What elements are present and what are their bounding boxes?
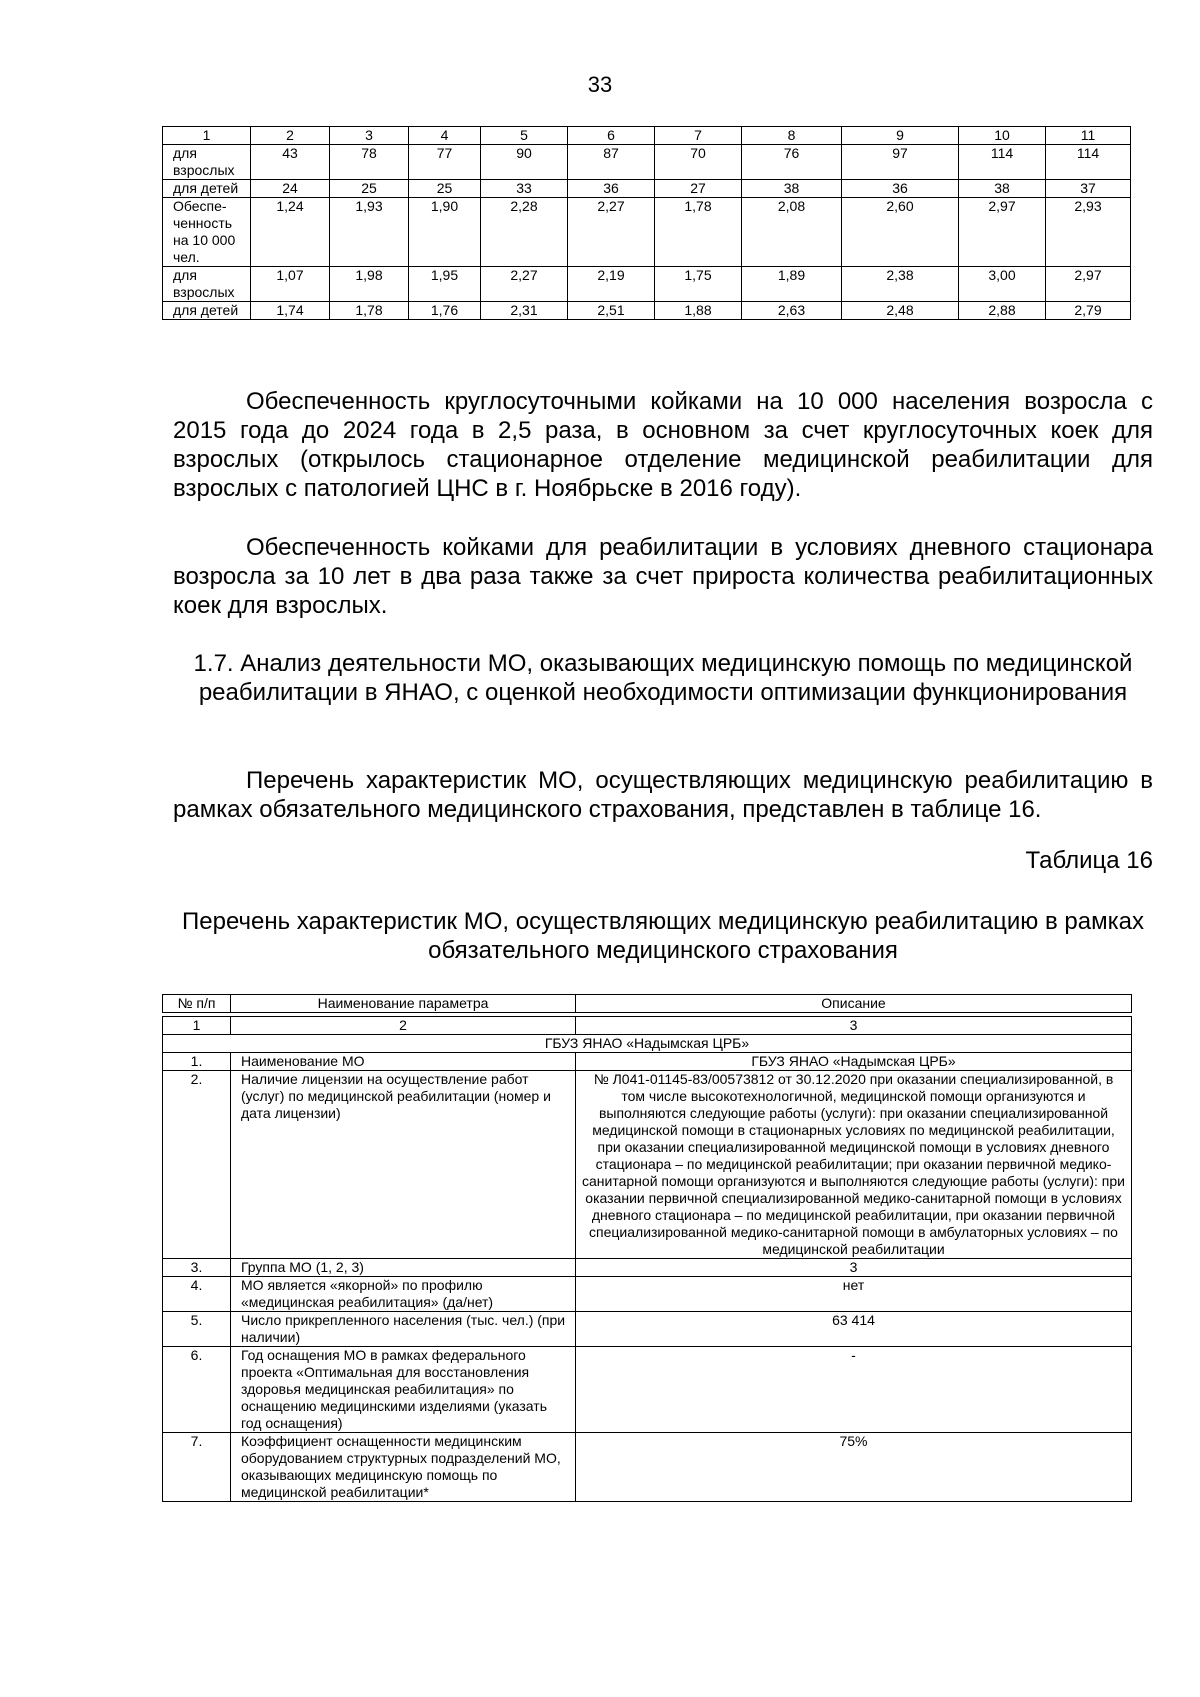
value-cell: 38	[742, 180, 842, 198]
value-cell: 2,79	[1046, 302, 1131, 320]
value-cell: 97	[842, 145, 959, 180]
value-cell: 114	[1046, 145, 1131, 180]
value-cell: 24	[251, 180, 330, 198]
parameter-description: № Л041-01145-83/00573812 от 30.12.2020 при оказании специализированной, в том числе высокотехнологичной, медицинской помощи организуются и выполняются следующие работы (услуги): при оказании специализированной медицинской помощи в стационарных условиях по медицинской реабилитации, при оказании специализированной медицинской помощи в условиях дневного стационара – по медицинской реабилитации; при оказании первичной медико-санитарной помощи организуются и выполняются следующие работы (услуги): при оказании первичной специализированной медико-санитарной помощи в условиях дневного стационара – по медицинской реабилитации, при оказании первичной специализированной медико-санитарной помощи в амбулаторных условиях – по медицинской реабилитации	[576, 1071, 1132, 1259]
value-cell: 90	[481, 145, 568, 180]
row-number: 2.	[163, 1071, 231, 1259]
value-cell: 87	[568, 145, 655, 180]
column-index-cell: 3	[330, 127, 409, 145]
value-cell: 1,90	[409, 198, 481, 267]
index-cell: 2	[231, 1017, 576, 1035]
value-cell: 1,78	[655, 198, 742, 267]
parameter-name: Группа МО (1, 2, 3)	[231, 1259, 576, 1277]
value-cell: 1,74	[251, 302, 330, 320]
value-cell: 76	[742, 145, 842, 180]
value-cell: 25	[409, 180, 481, 198]
table-row	[163, 267, 1131, 302]
value-cell: 1,95	[409, 267, 481, 302]
column-index-cell: 2	[251, 127, 330, 145]
table-index-row	[163, 1017, 1132, 1035]
table-caption: Перечень характеристик МО, осуществляющих медицинскую реабилитацию в рамках обязательного медицинского страхования	[182, 908, 1144, 964]
value-cell: 1,78	[330, 302, 409, 320]
row-number: 6.	[163, 1347, 231, 1433]
row-number: 5.	[163, 1312, 231, 1347]
value-cell: 1,98	[330, 267, 409, 302]
table-row	[163, 1053, 1132, 1071]
value-cell: 1,76	[409, 302, 481, 320]
column-index-cell: 4	[409, 127, 481, 145]
row-number: 7.	[163, 1433, 231, 1502]
header-param: Наименование параметра	[231, 995, 576, 1013]
row-number: 4.	[163, 1277, 231, 1312]
value-cell: 2,08	[742, 198, 842, 267]
value-cell: 78	[330, 145, 409, 180]
value-cell: 1,89	[742, 267, 842, 302]
parameter-name: Коэффициент оснащенности медицинским оборудованием структурных подразделений МО, оказывающих медицинскую помощь по медицинской реабилитации*	[231, 1433, 576, 1502]
parameter-description: 63 414	[576, 1312, 1132, 1347]
column-index-cell: 9	[842, 127, 959, 145]
value-cell: 2,27	[481, 267, 568, 302]
value-cell: 1,88	[655, 302, 742, 320]
bed-capacity-table	[162, 126, 1131, 320]
section-heading: 1.7. Анализ деятельности МО, оказывающих медицинскую помощь по медицинской реабилитации в ЯНАО, с оценкой необходимости оптимизации функционирования	[193, 650, 1133, 706]
parameter-description: нет	[576, 1277, 1132, 1312]
row-label: для взрослых	[163, 145, 251, 180]
parameter-description: -	[576, 1347, 1132, 1433]
column-index-cell: 10	[959, 127, 1046, 145]
mo-characteristics-table	[162, 994, 1132, 1502]
header-num: № п/п	[163, 995, 231, 1013]
value-cell: 2,88	[959, 302, 1046, 320]
value-cell: 36	[568, 180, 655, 198]
page-number: 33	[587, 72, 613, 97]
row-label: для детей	[163, 302, 251, 320]
parameter-description: ГБУЗ ЯНАО «Надымская ЦРБ»	[576, 1053, 1132, 1071]
table-label: Таблица 16	[1025, 847, 1153, 874]
table-row	[163, 198, 1131, 267]
value-cell: 114	[959, 145, 1046, 180]
value-cell: 2,93	[1046, 198, 1131, 267]
column-index-cell: 6	[568, 127, 655, 145]
parameter-name: Наименование МО	[231, 1053, 576, 1071]
index-cell: 3	[576, 1017, 1132, 1035]
parameter-name: Год оснащения МО в рамках федерального проекта «Оптимальная для восстановления здоровья медицинская реабилитация» по оснащению медицинскими изделиями (указать год оснащения)	[231, 1347, 576, 1433]
value-cell: 3,00	[959, 267, 1046, 302]
row-number: 1.	[163, 1053, 231, 1071]
row-label: для взрослых	[163, 267, 251, 302]
value-cell: 2,27	[568, 198, 655, 267]
value-cell: 2,19	[568, 267, 655, 302]
table-row	[163, 1347, 1132, 1433]
value-cell: 2,38	[842, 267, 959, 302]
column-index-cell: 11	[1046, 127, 1131, 145]
column-index-cell: 1	[163, 127, 251, 145]
value-cell: 2,97	[959, 198, 1046, 267]
table-row	[163, 302, 1131, 320]
value-cell: 2,28	[481, 198, 568, 267]
value-cell: 27	[655, 180, 742, 198]
table-row	[163, 1259, 1132, 1277]
value-cell: 2,63	[742, 302, 842, 320]
value-cell: 77	[409, 145, 481, 180]
index-cell: 1	[163, 1017, 231, 1035]
row-label: для детей	[163, 180, 251, 198]
value-cell: 1,93	[330, 198, 409, 267]
table-row	[163, 1312, 1132, 1347]
column-index-cell: 7	[655, 127, 742, 145]
value-cell: 2,97	[1046, 267, 1131, 302]
value-cell: 37	[1046, 180, 1131, 198]
header-desc: Описание	[576, 995, 1132, 1013]
paragraph-day-hospital: Обеспеченность койками для реабилитации в условиях дневного стационара возросла за 10 лет в два раза также за счет прироста количества реабилитационных коек для взрослых.	[173, 534, 1153, 619]
column-index-cell: 8	[742, 127, 842, 145]
table-row	[163, 1071, 1132, 1259]
value-cell: 2,31	[481, 302, 568, 320]
table-row	[163, 1433, 1132, 1502]
parameter-description: 75%	[576, 1433, 1132, 1502]
value-cell: 1,07	[251, 267, 330, 302]
parameter-name: Число прикрепленного населения (тыс. чел.) (при наличии)	[231, 1312, 576, 1347]
intro-paragraph: Перечень характеристик МО, осуществляющих медицинскую реабилитацию в рамках обязательного медицинского страхования, представлен в таблице 16.	[173, 767, 1153, 823]
parameter-name: Наличие лицензии на осуществление работ (услуг) по медицинской реабилитации (номер и дата лицензии)	[231, 1071, 576, 1259]
parameter-description: 3	[576, 1259, 1132, 1277]
paragraph-beds-24h: Обеспеченность круглосуточными койками на 10 000 населения возросла с 2015 года до 2024 года в 2,5 раза, в основном за счет круглосуточных коек для взрослых (открылось стационарное отделение медицинской реабилитации для взрослых с патологией ЦНС в г. Ноябрьске в 2016 году).	[173, 388, 1153, 502]
value-cell: 38	[959, 180, 1046, 198]
table-header-row	[163, 995, 1132, 1013]
group-title-row	[163, 1035, 1132, 1053]
value-cell: 33	[481, 180, 568, 198]
value-cell: 2,51	[568, 302, 655, 320]
value-cell: 1,24	[251, 198, 330, 267]
value-cell: 2,48	[842, 302, 959, 320]
column-index-row	[163, 127, 1131, 145]
value-cell: 43	[251, 145, 330, 180]
value-cell: 25	[330, 180, 409, 198]
table-row	[163, 180, 1131, 198]
group-title: ГБУЗ ЯНАО «Надымская ЦРБ»	[163, 1035, 1132, 1053]
table-row	[163, 1277, 1132, 1312]
value-cell: 2,60	[842, 198, 959, 267]
value-cell: 1,75	[655, 267, 742, 302]
row-label: Обеспе-ченность на 10 000 чел.	[163, 198, 251, 267]
value-cell: 70	[655, 145, 742, 180]
parameter-name: МО является «якорной» по профилю «медицинская реабилитация» (да/нет)	[231, 1277, 576, 1312]
table-row	[163, 145, 1131, 180]
row-number: 3.	[163, 1259, 231, 1277]
column-index-cell: 5	[481, 127, 568, 145]
value-cell: 36	[842, 180, 959, 198]
